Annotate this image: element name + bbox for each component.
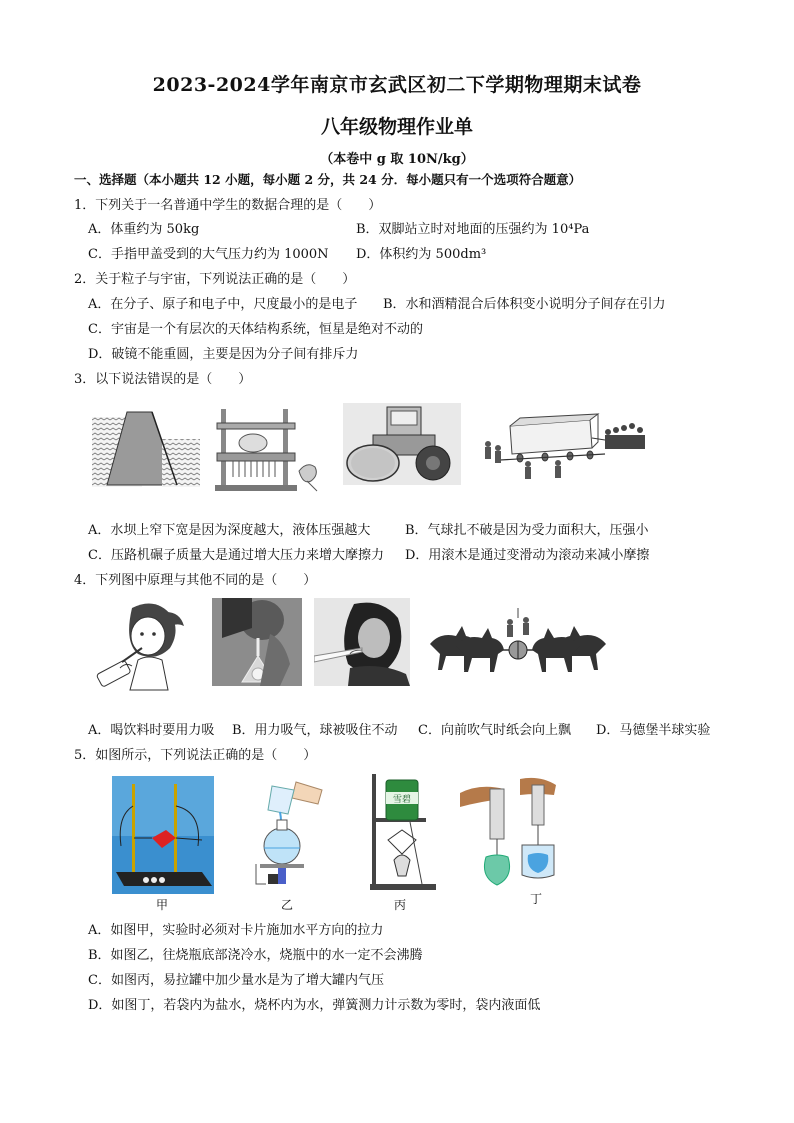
question-1-option-a: A．体重约为 50kg <box>88 222 200 237</box>
caption-bing: 丙 <box>394 898 407 912</box>
section-heading: 一、选择题（本小题共 12 小题，每小题 2 分，共 24 分．每小题只有一个选项符合题意） <box>74 172 582 187</box>
question-2-option-c: C．宇宙是一个有层次的天体结构系统，恒星是绝对不动的 <box>88 322 423 337</box>
question-3-stem: 3．以下说法错误的是（ ） <box>74 372 252 387</box>
question-2-stem: 2．关于粒子与宇宙，下列说法正确的是（ ） <box>74 272 356 287</box>
caption-yi: 乙 <box>281 898 294 912</box>
caption-ding: 丁 <box>530 892 543 906</box>
caption-jia: 甲 <box>156 898 169 912</box>
question-4-option-a: A．喝饮料时要用力吸 <box>88 723 215 738</box>
question-3-option-c: C．压路机碾子质量大是通过增大压力来增大摩擦力 <box>88 548 384 563</box>
question-5-option-d: D．如图丁，若袋内为盐水，烧杯内为水，弹簧测力计示数为零时，袋内液面低 <box>88 998 541 1013</box>
question-4-stem: 4．下列图中原理与其他不同的是（ ） <box>74 573 317 588</box>
document-note: （本卷中 g 取 10N/kg） <box>320 152 474 167</box>
nail-bed-balloon-figure <box>213 401 325 493</box>
question-2-option-d: D．破镜不能重圆，主要是因为分子间有排斥力 <box>88 347 359 362</box>
question-2-option-b: B．水和酒精混合后体积变小说明分子间存在引力 <box>383 297 666 312</box>
spring-scale-bag-figure-ding <box>460 775 560 895</box>
girl-drinking-figure <box>92 598 194 692</box>
funnel-ball-figure <box>212 598 302 686</box>
question-1-option-d: D．体积约为 500dm³ <box>356 247 487 262</box>
document-title: 2023-2024学年南京市玄武区初二下学期物理期末试卷 <box>152 74 642 96</box>
question-2-option-a: A．在分子、原子和电子中，尺度最小的是电子 <box>88 297 358 312</box>
question-1-option-c: C．手指甲盖受到的大气压力约为 1000N <box>88 247 329 262</box>
question-5-option-a: A．如图甲，实验时必须对卡片施加水平方向的拉力 <box>88 923 384 938</box>
question-4-option-b: B．用力吸气，球被吸住不动 <box>232 723 398 738</box>
card-balance-figure-jia <box>112 776 214 894</box>
magdeburg-hemispheres-figure <box>426 606 610 682</box>
blowing-paper-figure <box>314 598 410 686</box>
question-1-stem: 1．下列关于一名普通中学生的数据合理的是（ ） <box>74 198 382 213</box>
question-5-option-b: B．如图乙，往烧瓶底部浇冷水，烧瓶中的水一定不会沸腾 <box>88 948 423 963</box>
can-heating-figure-bing <box>370 774 436 892</box>
can-label: 雪碧 <box>392 795 412 805</box>
question-3-option-d: D．用滚木是通过变滑动为滚动来减小摩擦 <box>405 548 650 563</box>
document-subtitle: 八年级物理作业单 <box>320 116 473 138</box>
question-4-option-d: D．马德堡半球实验 <box>596 723 711 738</box>
question-3-option-a: A．水坝上窄下宽是因为深度越大，液体压强越大 <box>88 523 371 538</box>
question-5-stem: 5．如图所示，下列说法正确的是（ ） <box>74 748 317 763</box>
flask-boiling-figure-yi <box>246 778 328 890</box>
question-1-option-b: B．双脚站立时对地面的压强约为 10⁴Pa <box>356 222 590 237</box>
dam-figure <box>92 407 200 487</box>
road-roller-figure <box>343 403 461 485</box>
question-4-option-c: C．向前吹气时纸会向上飘 <box>418 723 571 738</box>
question-3-option-b: B．气球扎不破是因为受力面积大，压强小 <box>405 523 649 538</box>
question-5-option-c: C．如图丙，易拉罐中加少量水是为了增大罐内气压 <box>88 973 384 988</box>
rolling-logs-figure <box>480 408 650 488</box>
